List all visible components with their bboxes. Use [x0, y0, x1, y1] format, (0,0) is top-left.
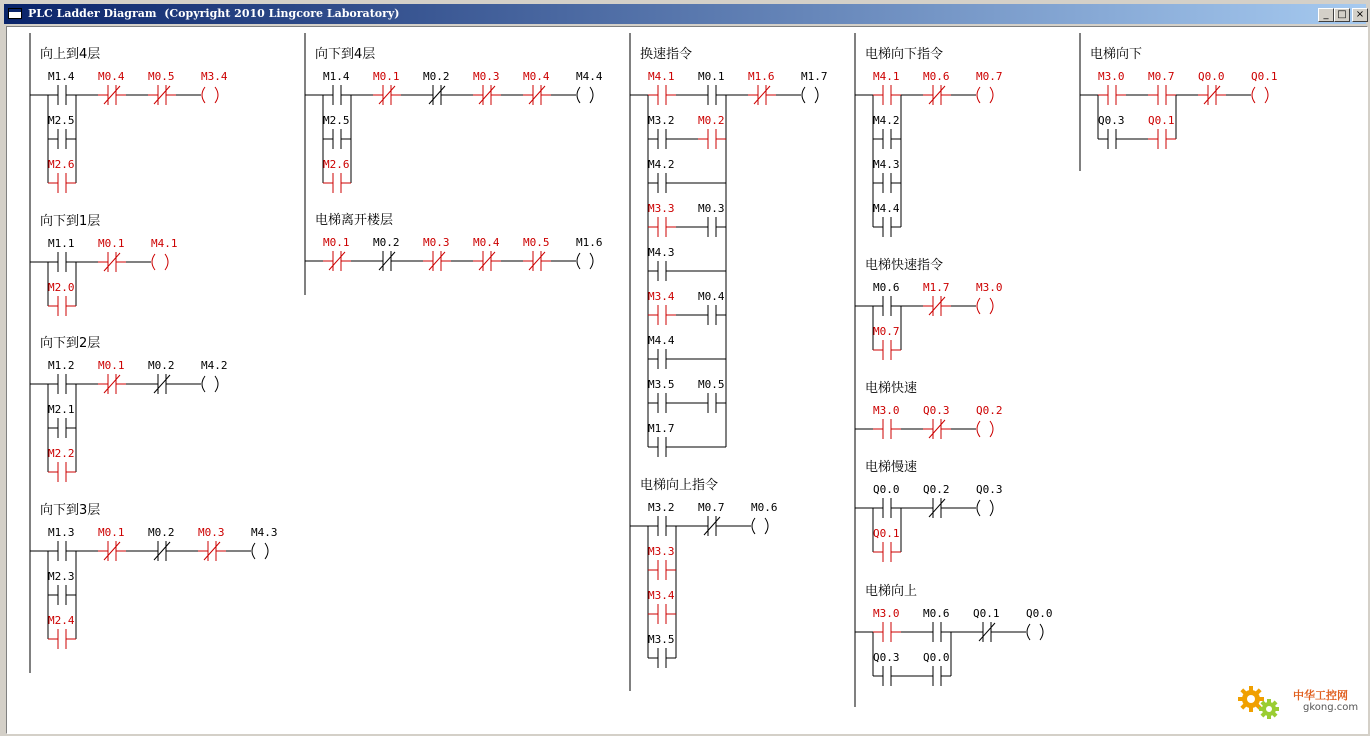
contact-label: M2.3 [48, 570, 75, 583]
contact-label: Q0.1 [973, 607, 1000, 620]
contact-label: M1.7 [648, 422, 675, 435]
contact-label: M3.4 [648, 290, 675, 303]
ladder-canvas [6, 26, 1368, 734]
contact-M0-2 [148, 359, 176, 394]
contact-M0-6 [923, 607, 951, 642]
rung-title: 电梯向下 [1090, 47, 1143, 62]
coil-arc [590, 253, 593, 269]
rung-title: 电梯向上 [865, 584, 918, 599]
rung-title: 电梯快速 [865, 381, 918, 396]
contact-M0-6 [873, 281, 901, 316]
contact-M0-1 [98, 359, 126, 394]
gear-icon [1233, 677, 1297, 723]
contact-label: M3.5 [648, 633, 675, 646]
coil-arc [577, 253, 580, 269]
contact-label: M4.4 [873, 202, 900, 215]
contact-M4-1 [873, 70, 901, 105]
contact-label: M0.2 [148, 359, 175, 372]
contact-label: Q0.0 [873, 483, 900, 496]
contact-M0-4 [473, 236, 501, 271]
contact-label: M0.2 [423, 70, 450, 83]
parallel-contact-M3-3 [648, 202, 676, 237]
contact-label: Q0.3 [923, 404, 950, 417]
rung-title: 电梯快速指令 [865, 258, 944, 273]
coil-arc [165, 254, 168, 270]
contact-Q0-3 [923, 404, 951, 439]
contact-M0-1 [698, 70, 726, 105]
coil-arc [152, 254, 155, 270]
contact-label: M2.6 [323, 158, 350, 171]
coil-label: M4.1 [151, 237, 178, 250]
contact-label: M0.1 [98, 359, 125, 372]
contact-label: M0.3 [698, 202, 725, 215]
contact-M1-4 [48, 70, 76, 105]
coil-arc [765, 518, 768, 534]
coil-arc [590, 87, 593, 103]
parallel-contact-M0-2 [698, 114, 726, 149]
coil-arc [202, 376, 205, 392]
contact-M0-2 [148, 526, 176, 561]
watermark-brand: 中华工控网 [1293, 689, 1348, 702]
contact-label: M0.4 [473, 236, 500, 249]
contact-M1-6 [748, 70, 776, 105]
contact-label: M2.5 [48, 114, 75, 127]
contact-label: M2.4 [48, 614, 75, 627]
rung-title: 电梯向下指令 [865, 47, 944, 62]
coil-label: Q0.0 [1026, 607, 1053, 620]
coil-M3-4 [201, 70, 228, 103]
contact-M0-1 [373, 70, 401, 105]
contact-M0-3 [198, 526, 226, 561]
coil-arc [202, 87, 205, 103]
parallel-contact-M2-5 [323, 114, 351, 149]
contact-label: M4.4 [648, 334, 675, 347]
contact-label: Q0.0 [923, 651, 950, 664]
contact-label: M3.2 [648, 501, 675, 514]
parallel-contact-Q0-3 [873, 651, 901, 686]
contact-label: M0.1 [98, 526, 125, 539]
contact-label: M1.1 [48, 237, 75, 250]
parallel-contact-Q0-1 [873, 527, 901, 562]
rung-title: 向下到3层 [40, 503, 101, 518]
window-title: PLC Ladder Diagram (Copyright 2010 Lingcore Laboratory) [28, 7, 400, 20]
contact-label: Q0.3 [873, 651, 900, 664]
coil-arc [990, 298, 993, 314]
contact-label: M0.7 [1148, 70, 1175, 83]
contact-label: M4.2 [648, 158, 675, 171]
contact-M3-2 [648, 501, 676, 536]
contact-label: M0.6 [923, 70, 950, 83]
coil-M0-7 [976, 70, 1003, 103]
coil-arc [815, 87, 818, 103]
coil-arc [265, 543, 268, 559]
contact-label: M0.6 [923, 607, 950, 620]
contact-label: M4.2 [873, 114, 900, 127]
contact-M0-5 [523, 236, 551, 271]
contact-label: Q0.1 [873, 527, 900, 540]
parallel-contact-M2-2 [48, 447, 76, 482]
contact-label: M0.6 [873, 281, 900, 294]
contact-label: Q0.0 [1198, 70, 1225, 83]
contact-label: M2.6 [48, 158, 75, 171]
contact-M1-7 [923, 281, 951, 316]
coil-arc [990, 500, 993, 516]
close-button[interactable]: × [1352, 8, 1368, 22]
contact-M1-2 [48, 359, 76, 394]
contact-label: M0.3 [423, 236, 450, 249]
contact-label: M4.3 [648, 246, 675, 259]
contact-label: M0.4 [698, 290, 725, 303]
parallel-contact-M4-3 [873, 158, 901, 193]
coil-label: M1.7 [801, 70, 828, 83]
parallel-contact-M3-4 [648, 589, 676, 624]
coil-label: M4.2 [201, 359, 228, 372]
contact-label: M3.5 [648, 378, 675, 391]
contact-label: M2.5 [323, 114, 350, 127]
coil-label: Q0.3 [976, 483, 1003, 496]
coil-arc [990, 421, 993, 437]
contact-label: M1.3 [48, 526, 75, 539]
contact-label: M3.0 [1098, 70, 1125, 83]
contact-M0-5 [148, 70, 176, 105]
parallel-contact-Q0-1 [1148, 114, 1176, 149]
rung-title: 电梯慢速 [865, 460, 918, 475]
contact-label: M4.3 [873, 158, 900, 171]
contact-M0-1 [98, 237, 126, 272]
coil-label: M4.4 [576, 70, 603, 83]
contact-M0-6 [923, 70, 951, 105]
contact-M0-1 [323, 236, 351, 271]
contact-label: M0.3 [198, 526, 225, 539]
contact-label: M4.1 [873, 70, 900, 83]
coil-label: M3.4 [201, 70, 228, 83]
contact-label: M1.4 [48, 70, 75, 83]
coil-M3-0 [976, 281, 1003, 314]
minimize-button[interactable]: _ [1318, 8, 1334, 22]
contact-label: Q0.2 [923, 483, 950, 496]
contact-label: M3.0 [873, 404, 900, 417]
contact-label: M0.3 [473, 70, 500, 83]
contact-M3-0 [873, 607, 901, 642]
contact-label: M3.3 [648, 202, 675, 215]
parallel-contact-M4-4 [648, 334, 676, 369]
contact-label: M1.6 [748, 70, 775, 83]
parallel-contact-Q0-3 [1098, 114, 1126, 149]
parallel-contact-M2-5 [48, 114, 76, 149]
coil-arc [1252, 87, 1255, 103]
ladder-diagram [6, 26, 1368, 734]
parallel-contact-M3-5 [648, 378, 676, 413]
contact-label: M1.7 [923, 281, 950, 294]
parallel-contact-M3-2 [648, 114, 676, 149]
contact-M3-0 [873, 404, 901, 439]
contact-label: M0.1 [698, 70, 725, 83]
contact-label: M0.5 [698, 378, 725, 391]
contact-M0-2 [373, 236, 401, 271]
contact-label: M4.1 [648, 70, 675, 83]
contact-M0-4 [98, 70, 126, 105]
parallel-contact-M0-5 [698, 378, 726, 413]
contact-label: M0.2 [698, 114, 725, 127]
coil-label: Q0.1 [1251, 70, 1278, 83]
contact-M4-1 [648, 70, 676, 105]
coil-arc [752, 518, 755, 534]
contact-label: M3.3 [648, 545, 675, 558]
contact-Q0-0 [1198, 70, 1226, 105]
parallel-contact-M0-4 [698, 290, 726, 325]
coil-label: M0.7 [976, 70, 1003, 83]
parallel-contact-M4-4 [873, 202, 901, 237]
contact-M0-7 [1148, 70, 1176, 105]
contact-label: M1.2 [48, 359, 75, 372]
rung-title: 向下到2层 [40, 336, 101, 351]
contact-M1-1 [48, 237, 76, 272]
contact-M0-3 [473, 70, 501, 105]
contact-M0-7 [698, 501, 726, 536]
contact-label: M3.0 [873, 607, 900, 620]
coil-arc [977, 421, 980, 437]
parallel-contact-M4-2 [648, 158, 676, 193]
window-icon [8, 8, 22, 19]
coil-label: M0.6 [751, 501, 778, 514]
coil-arc [1040, 624, 1043, 640]
contact-M0-1 [98, 526, 126, 561]
coil-M1-6 [576, 236, 603, 269]
contact-label: M2.1 [48, 403, 75, 416]
rung-title: 换速指令 [640, 47, 693, 62]
coil-arc [802, 87, 805, 103]
coil-Q0-3 [976, 483, 1003, 516]
contact-Q0-1 [973, 607, 1001, 642]
coil-arc [215, 376, 218, 392]
contact-label: M0.1 [323, 236, 350, 249]
coil-M0-6 [751, 501, 778, 534]
contact-Q0-2 [923, 483, 951, 518]
parallel-contact-M2-0 [48, 281, 76, 316]
contact-label: M0.7 [873, 325, 900, 338]
contact-label: M0.4 [98, 70, 125, 83]
parallel-contact-Q0-0 [923, 651, 951, 686]
watermark-url: gkong.com [1303, 702, 1359, 713]
coil-arc [252, 543, 255, 559]
parallel-contact-M1-7 [648, 422, 676, 457]
contact-label: M1.4 [323, 70, 350, 83]
coil-M1-7 [801, 70, 828, 103]
contact-label: M2.2 [48, 447, 75, 460]
parallel-contact-M2-1 [48, 403, 76, 438]
contact-M0-4 [523, 70, 551, 105]
contact-label: M0.7 [698, 501, 725, 514]
contact-M1-4 [323, 70, 351, 105]
watermark [1233, 677, 1363, 723]
coil-Q0-2 [976, 404, 1003, 437]
coil-arc [215, 87, 218, 103]
parallel-contact-M0-7 [873, 325, 901, 360]
title-bar[interactable] [4, 4, 1366, 24]
coil-arc [1265, 87, 1268, 103]
coil-arc [990, 87, 993, 103]
coil-arc [977, 298, 980, 314]
contact-M0-2 [423, 70, 451, 105]
parallel-contact-M2-4 [48, 614, 76, 649]
coil-M4-1 [151, 237, 178, 270]
coil-Q0-1 [1251, 70, 1278, 103]
coil-arc [1027, 624, 1030, 640]
rung-title: 电梯离开楼层 [315, 213, 394, 228]
contact-Q0-0 [873, 483, 901, 518]
coil-Q0-0 [1026, 607, 1053, 640]
parallel-contact-M2-6 [323, 158, 351, 193]
contact-label: M0.5 [523, 236, 550, 249]
parallel-contact-M4-2 [873, 114, 901, 149]
coil-label: M1.6 [576, 236, 603, 249]
coil-label: M3.0 [976, 281, 1003, 294]
contact-label: Q0.1 [1148, 114, 1175, 127]
rung-title: 向下到1层 [40, 214, 101, 229]
coil-label: M4.3 [251, 526, 278, 539]
contact-label: M2.0 [48, 281, 75, 294]
coil-arc [977, 87, 980, 103]
coil-label: Q0.2 [976, 404, 1003, 417]
contact-label: M0.5 [148, 70, 175, 83]
coil-arc [977, 500, 980, 516]
coil-M4-4 [576, 70, 603, 103]
parallel-contact-M3-4 [648, 290, 676, 325]
coil-M4-3 [251, 526, 278, 559]
contact-M0-3 [423, 236, 451, 271]
contact-label: M3.4 [648, 589, 675, 602]
maximize-button[interactable]: □ [1334, 8, 1350, 22]
contact-label: M0.1 [373, 70, 400, 83]
coil-M4-2 [201, 359, 228, 392]
rung-title: 向上到4层 [40, 47, 101, 62]
contact-M3-0 [1098, 70, 1126, 105]
contact-label: M3.2 [648, 114, 675, 127]
parallel-contact-M4-3 [648, 246, 676, 281]
coil-arc [577, 87, 580, 103]
rung-title: 向下到4层 [315, 47, 376, 62]
contact-label: M0.4 [523, 70, 550, 83]
contact-label: M0.2 [148, 526, 175, 539]
contact-label: Q0.3 [1098, 114, 1125, 127]
contact-label: M0.2 [373, 236, 400, 249]
parallel-contact-M0-3 [698, 202, 726, 237]
parallel-contact-M3-5 [648, 633, 676, 668]
contact-label: M0.1 [98, 237, 125, 250]
rung-title: 电梯向上指令 [640, 478, 719, 493]
parallel-contact-M2-6 [48, 158, 76, 193]
contact-M1-3 [48, 526, 76, 561]
parallel-contact-M3-3 [648, 545, 676, 580]
parallel-contact-M2-3 [48, 570, 76, 605]
